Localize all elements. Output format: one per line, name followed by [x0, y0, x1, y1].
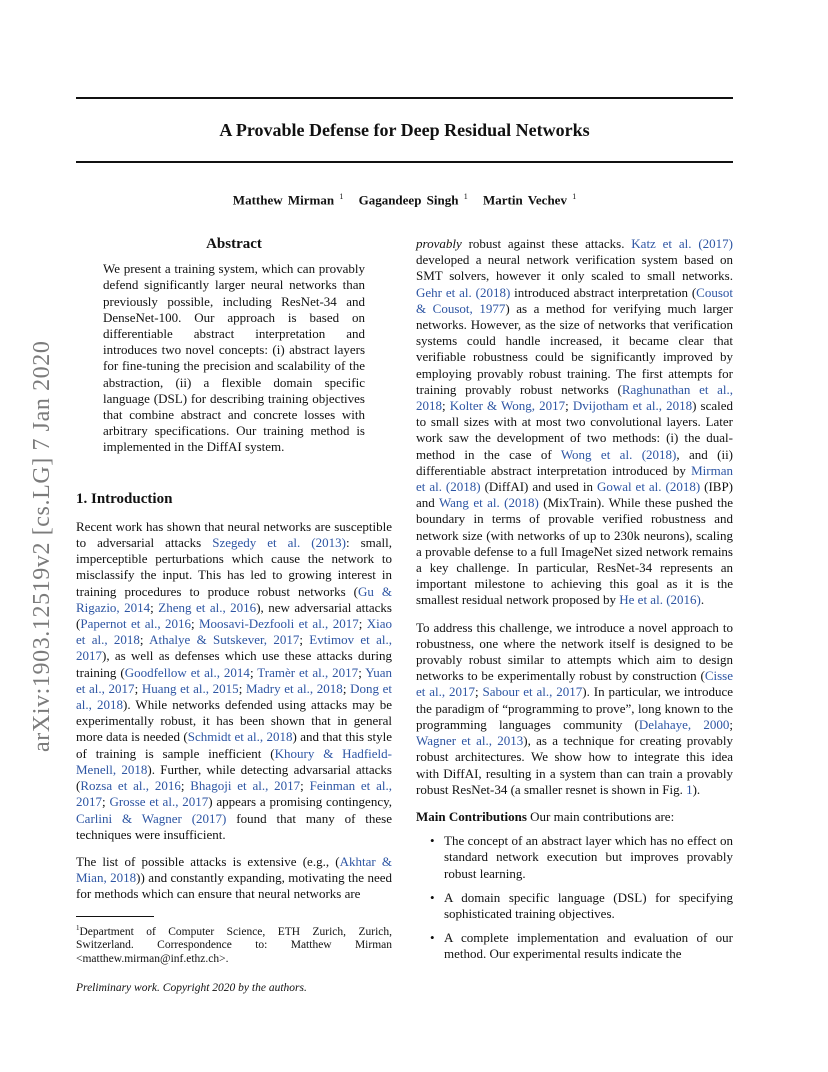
citation-link[interactable]: Evtimov et al., 2017 [76, 632, 392, 664]
list-item: • The concept of an abstract layer which has no effect on standard network execution but improves provably robust learning. [430, 833, 733, 881]
citation-link[interactable]: Madry et al., 2018 [245, 680, 343, 696]
citation-link[interactable]: Szegedy et al. (2013) [212, 535, 346, 551]
citation-link[interactable]: Zheng et al., 2016 [158, 599, 257, 615]
right-column [416, 236, 733, 971]
arxiv-stamp: arXiv:1903.12519v2 [cs.LG] 7 Jan 2020 [29, 340, 55, 752]
intro-paragraph-3: To address this challenge, we introduce a novel approach to robustness, one where the network itself is designed to be provably robust similar to attempts which aim to design networks to be experimentally robust by construction (Cisse et al., 2017; Sabour et al., 2017). In particular, we introduce the paradigm of “programming to prove”, long known to the programming languages community (Delahaye, 2000; Wagner et al., 2013), as a technique for creating provably robust architectures. We show how to integrate this idea with DiffAI, resulting in a system than can train a provably robust ResNet-34 (a smaller resnet is shown in Fig. 1). [416, 619, 733, 797]
bullet-icon: • [430, 889, 435, 905]
citation-link[interactable]: Khoury & Hadfield-Menell, 2018 [76, 745, 392, 777]
citation-link[interactable]: Akhtar & Mian, 2018 [76, 853, 392, 886]
title-top-rule [76, 97, 733, 99]
citation-link[interactable]: Katz et al. (2017) [631, 236, 733, 251]
abstract-heading: Abstract [206, 236, 262, 252]
list-item: • A domain specific language (DSL) for specifying sophisticated training objectives. [430, 889, 733, 921]
bullet-icon: • [430, 930, 435, 946]
footnote-affiliation: $^1$Department of Computer Science, ETH Zurich, Zurich, Switzerland. Correspondence to: Matthew Mirman <matthew.mirman@inf.ethz.ch>. [76, 923, 392, 966]
citation-link[interactable]: Xiao et al., 2018 [76, 616, 392, 648]
citation-link[interactable]: Bhagoji et al., 2017 [190, 778, 301, 794]
author-affiliation: 1 [572, 192, 577, 201]
author-affiliation: 1 [339, 192, 344, 201]
citation-link[interactable]: Gehr et al. (2018) [416, 284, 511, 300]
citation-link[interactable]: Huang et al., 2015 [141, 680, 239, 696]
citation-link[interactable]: Gowal et al. (2018) [596, 479, 701, 495]
citation-link[interactable]: Yuan et al., 2017 [76, 664, 392, 696]
citation-link[interactable]: Dvijotham et al., 2018 [572, 398, 693, 414]
citation-link[interactable]: Wagner et al., 2013 [416, 733, 524, 749]
author-name: Matthew Mirman [232, 192, 335, 208]
citation-link[interactable]: Delahaye, 2000 [638, 716, 730, 732]
list-item: • A complete implementation and evaluation of our method. Our experimental results indicate the [430, 930, 733, 962]
intro-paragraph-2: The list of possible attacks is extensive (e.g., (Akhtar & Mian, 2018)) and constantly expanding, motivating the need for methods which can ensure that neural networks are [76, 853, 392, 902]
intro-paragraph-2-continued: provably robust against these attacks. Katz et al. (2017) developed a neural network verification system based on SMT solvers, however it only scaled to small networks. Gehr et al. (2018) introduced abstract interpretation (Cousot & Cousot, 1977) as a method for verifying much larger networks. However, as the size of networks that verification systems could handle increased, it became clear that verifiable robustness could be significantly improved by employing provably robust training. The first attempts for training provably robust networks (Raghunathan et al., 2018; Kolter & Wong, 2017; Dvijotham et al., 2018) scaled to small sizes with at most two convolutional layers. Later work saw the development of two methods: (i) the dual-method in the case of Wong et al. (2018), and (ii) differentiable abstract interpretation introduced by Mirman et al. (2018) (DiffAI) and used in Gowal et al. (2018) (IBP) and Wang et al. (2018) (MixTrain). While these pushed the boundary in terms of provable verified robustness and network size (with networks of up to 230k neurons), scaling a provable defense to a full ImageNet sized network remains a key challenge. In particular, ResNet-34 represents an important milestone to achieving this goal as it is the smallest residual network proposed by He et al. (2016). [416, 236, 734, 608]
citation-link[interactable]: Feinman et al., 2017 [76, 778, 392, 810]
citation-link[interactable]: He et al. (2016) [619, 592, 701, 608]
citation-link[interactable]: Schmidt et al., 2018 [187, 729, 293, 745]
intro-paragraph-1: Recent work has shown that neural networks are susceptible to adversarial attacks Szegedy et al. (2013): small, imperceptible perturbations which cause the network to misclassify the input. This has led to growing interest in training procedures to produce robust networks (Gu & Rigazio, 2014; Zheng et al., 2016), new adversarial attacks (Papernot et al., 2016; Moosavi-Dezfooli et al., 2017; Xiao et al., 2018; Athalye & Sutskever, 2017; Evtimov et al., 2017), as well as defenses which use these attacks during training (Goodfellow et al., 2014; Tramèr et al., 2017; Yuan et al., 2017; Huang et al., 2015; Madry et al., 2018; Dong et al., 2018). While networks defended using attacks may be experimentally robust, it has been shown that in general more data is needed (Schmidt et al., 2018) and that this style of training is sample inefficient (Khoury & Hadfield-Menell, 2018). Further, while detecting advarsarial attacks (Rozsa et al., 2016; Bhagoji et al., 2017; Feinman et al., 2017; Grosse et al., 2017) appears a promising contingency, Carlini & Wagner (2017) found that many of these techniques were insufficient. [76, 518, 392, 842]
author-name: Gagandeep Singh [358, 192, 459, 208]
section-heading-introduction: 1. Introduction [76, 490, 173, 507]
author-list [76, 192, 733, 208]
citation-link[interactable]: Grosse et al., 2017 [109, 794, 209, 810]
author-affiliation: 1 [463, 192, 468, 201]
preliminary-notice: Preliminary work. Copyright 2020 by the authors. [76, 982, 307, 995]
citation-link[interactable]: Wang et al. (2018) [438, 495, 539, 511]
left-column [76, 236, 392, 997]
citation-link[interactable]: Dong et al., 2018 [76, 680, 392, 713]
citation-link[interactable]: Gu & Rigazio, 2014 [76, 583, 392, 615]
citation-link[interactable]: Cousot & Cousot, 1977 [416, 284, 733, 316]
citation-link[interactable]: Tramèr et al., 2017 [257, 664, 359, 680]
citation-link[interactable]: Moosavi-Dezfooli et al., 2017 [198, 616, 359, 632]
abstract-body: We present a training system, which can provably defend significantly larger neural networks than previously possible, including ResNet-34 and DenseNet-100. Our approach is based on differentiable abstract interpretation and introduces two novel concepts: (i) abstract layers for fine-tuning the precision and scalability of the abstraction, (ii) a flexible domain specific language (DSL) for describing training objectives that combine abstract and concrete losses with arbitrary specifications. Our training method is implemented in the DiffAI system. [103, 261, 365, 455]
citation-link[interactable]: Wong et al. (2018) [560, 446, 677, 462]
citation-link[interactable]: Athalye & Sutskever, 2017 [149, 632, 300, 648]
contributions-lead: Main Contributions Our main contributions are: [416, 808, 675, 824]
citation-link[interactable]: Rozsa et al., 2016 [80, 778, 181, 794]
citation-link[interactable]: Carlini & Wagner (2017) [76, 810, 227, 826]
contributions-list [416, 833, 733, 962]
paper-title: A Provable Defense for Deep Residual Networks [219, 120, 590, 140]
footnote-rule [76, 916, 154, 917]
citation-link[interactable]: Kolter & Wong, 2017 [449, 398, 566, 414]
citation-link[interactable]: Sabour et al., 2017 [482, 684, 583, 700]
author-name: Martin Vechev [482, 192, 567, 208]
citation-link[interactable]: Goodfellow et al., 2014 [124, 664, 250, 680]
citation-link[interactable]: Papernot et al., 2016 [80, 616, 191, 632]
bullet-icon: • [430, 833, 435, 849]
title-bottom-rule [76, 161, 733, 163]
figure-reference-link[interactable]: 1 [686, 781, 693, 797]
citation-link[interactable]: Cisse et al., 2017 [416, 668, 733, 700]
citation-link[interactable]: Raghunathan et al., 2018 [416, 381, 734, 414]
citation-link[interactable]: Mirman et al. (2018) [416, 462, 733, 495]
